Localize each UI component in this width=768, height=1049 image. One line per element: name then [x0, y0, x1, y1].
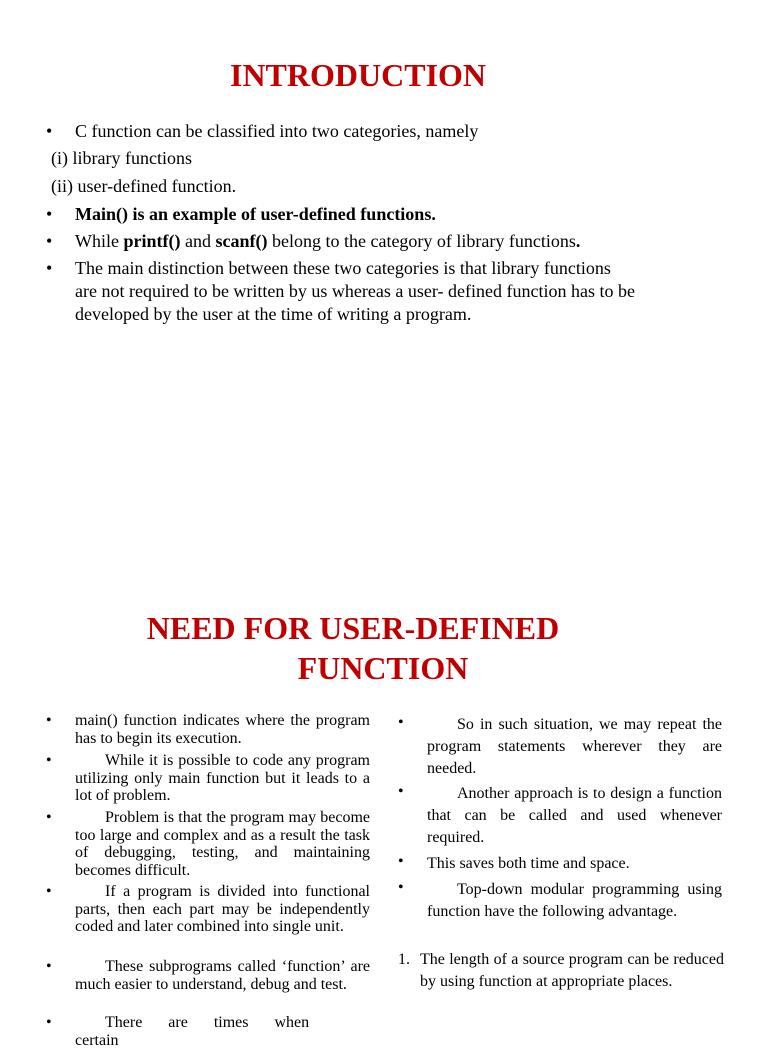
bullet-marker: •: [398, 879, 404, 896]
right-item-4: [427, 879, 722, 923]
intro-bullet-4: [75, 257, 635, 326]
title-line-2: FUNCTION: [297, 650, 469, 686]
text-run: So in such situation, we may repeat the program statements wherever they are needed.: [427, 716, 722, 777]
bullet-marker: •: [46, 258, 53, 278]
line: developed by the user at the time of writing a program.: [75, 304, 472, 324]
left-item-3: [75, 809, 370, 879]
text-run: Problem is that the program may become too large and complex and as a result the task of debugging, testing, and maintaining becomes difficult.: [75, 809, 370, 879]
code-printf: printf(): [123, 231, 181, 251]
text-run: These subprograms called ‘function’ are much easier to understand, debug and test.: [75, 958, 370, 993]
section-title-introduction: INTRODUCTION: [229, 57, 487, 93]
left-column: [0, 712, 380, 1049]
bullet-marker: •: [46, 809, 52, 826]
intro-bullet-2: Main() is an example of user-defined functions.: [75, 204, 436, 224]
right-item-2: [427, 783, 722, 849]
bullet-marker: •: [46, 883, 52, 900]
bullet-marker: •: [46, 712, 52, 729]
text-run: Another approach is to design a function that can be called and used whenever required.: [427, 785, 722, 846]
bullet-marker: •: [46, 204, 53, 224]
left-item-5: [75, 958, 370, 993]
text-run: .: [575, 231, 581, 251]
text-run: and: [180, 231, 216, 251]
bullet-marker: •: [398, 783, 404, 800]
bullet-marker: •: [398, 714, 404, 731]
text-run: While: [75, 231, 124, 251]
bullet-marker: •: [398, 853, 404, 870]
bullet-marker: •: [46, 121, 53, 141]
left-item-4: [75, 883, 370, 936]
text-run: There are times when certain: [75, 1014, 310, 1049]
line: The main distinction between these two categories is that library functions: [75, 258, 611, 278]
left-item-2: [75, 752, 370, 805]
bullet-marker: •: [46, 231, 53, 251]
left-item-6: [75, 1014, 370, 1049]
section-title-need-for-user-defined-function: [0, 608, 766, 688]
text-run: belong to the category of library functions: [267, 231, 576, 251]
code-scanf: scanf(): [215, 231, 268, 251]
intro-bullet-1: C function can be classified into two categories, namely: [75, 121, 479, 141]
right-item-1: [427, 714, 722, 780]
numbered-item-1: The length of a source program can be reduced by using function at appropriate places.: [420, 951, 724, 990]
bullet-marker: •: [46, 752, 52, 769]
left-item-1: main() function indicates where the program has to begin its execution.: [75, 712, 370, 747]
right-column: [380, 714, 768, 1024]
text-run: Top-down modular programming using function have the following advantage.: [427, 881, 722, 920]
numbered-marker: 1.: [398, 951, 410, 968]
intro-bullet-3: [75, 230, 580, 253]
bullet-marker: •: [46, 958, 52, 975]
text-run: If a program is divided into functional parts, then each part may be independently coded and later combined into single unit.: [75, 883, 370, 935]
text-run: While it is possible to code any program utilizing only main function but it leads to a lot of problem.: [75, 752, 370, 804]
line: are not required to be written by us whereas a user- defined function has to be: [75, 281, 635, 301]
intro-sub-item-1: (i) library functions: [51, 148, 192, 168]
title-line-1: NEED FOR USER-DEFINED: [146, 610, 560, 646]
right-item-3: This saves both time and space.: [427, 855, 630, 872]
intro-sub-item-2: (ii) user-defined function.: [51, 176, 237, 196]
bullet-marker: •: [46, 1014, 52, 1031]
